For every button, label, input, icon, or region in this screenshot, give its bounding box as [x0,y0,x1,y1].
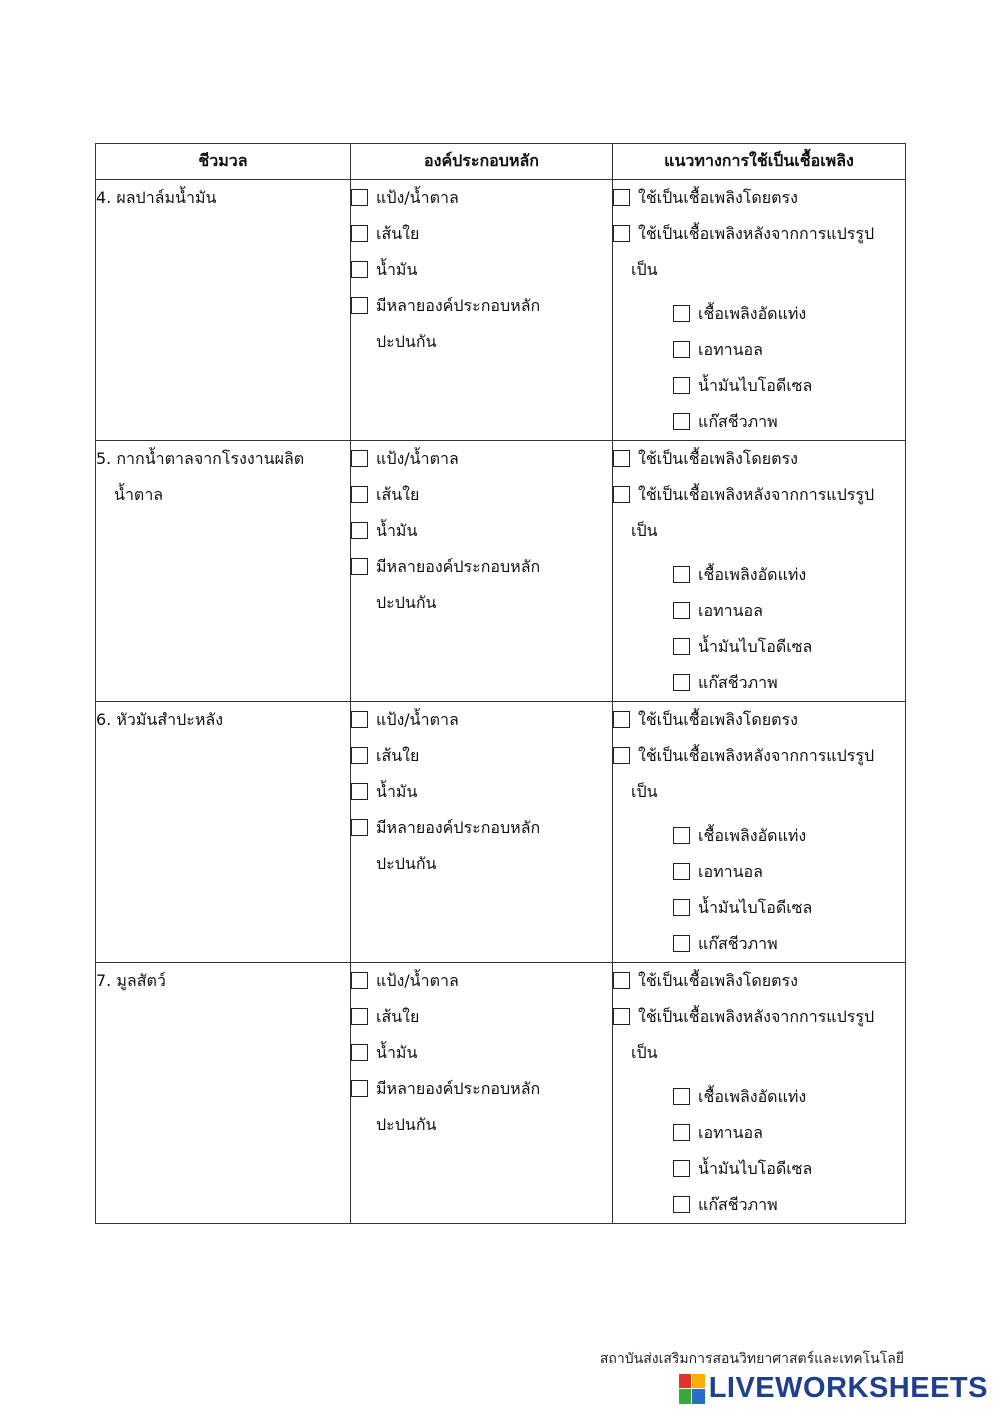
checkbox-biodiesel[interactable] [673,899,690,916]
table-row [96,702,906,963]
option-biodiesel [673,1151,905,1187]
checkbox-convert[interactable] [613,747,630,764]
option-label: น้ำมัน [376,521,418,540]
option-starch [351,180,612,216]
checkbox-biogas[interactable] [673,413,690,430]
option-label: เส้นใย [376,746,420,765]
option-label: แป้ง/น้ำตาล [376,449,459,468]
option-label-line: ปะปนกัน [376,593,437,612]
option-label-line: มีหลายองค์ประกอบหลัก [376,818,541,837]
checkbox-ethanol[interactable] [673,863,690,880]
checkbox-oil[interactable] [351,783,368,800]
checkbox-fiber[interactable] [351,486,368,503]
checkbox-convert[interactable] [613,1008,630,1025]
option-convert [613,216,905,252]
option-label [376,288,612,360]
liveworksheets-brand[interactable] [679,1372,988,1405]
option-oil [351,1035,612,1071]
option-label: เชื้อเพลิงอัดแท่ง [698,565,807,584]
option-direct [613,441,905,477]
option-biogas [673,665,905,701]
option-label: น้ำมัน [376,782,418,801]
option-label-line: ปะปนกัน [376,332,437,351]
option-convert-cont [613,774,905,810]
option-label: ใช้เป็นเชื้อเพลิงหลังจากการแปรรูป [638,746,875,765]
option-label [376,549,612,621]
checkbox-oil[interactable] [351,1044,368,1061]
checkbox-direct[interactable] [613,450,630,467]
option-label: น้ำมัน [376,260,418,279]
option-biodiesel [673,890,905,926]
checkbox-biodiesel[interactable] [673,377,690,394]
checkbox-pellet[interactable] [673,1088,690,1105]
checkbox-mixed[interactable] [351,819,368,836]
checkbox-starch[interactable] [351,711,368,728]
option-pellet [673,818,905,854]
option-label-line: มีหลายองค์ประกอบหลัก [376,1079,541,1098]
checkbox-pellet[interactable] [673,566,690,583]
option-label: น้ำมัน [376,1043,418,1062]
checkbox-pellet[interactable] [673,305,690,322]
biomass-name: 6. หัวมันสำปะหลัง [96,710,224,729]
biomass-cell [96,963,351,1224]
option-label: เส้นใย [376,485,420,504]
checkbox-biodiesel[interactable] [673,1160,690,1177]
checkbox-mixed[interactable] [351,297,368,314]
components-cell [351,441,613,702]
option-mixed [351,1071,612,1143]
option-biodiesel [673,368,905,404]
option-fiber [351,999,612,1035]
option-label-line: มีหลายองค์ประกอบหลัก [376,557,541,576]
option-label: เป็น [631,260,658,279]
option-label: แก๊สชีวภาพ [698,1195,778,1214]
liveworksheets-logo-icon [679,1374,705,1404]
fuel-use-cell [613,441,906,702]
biomass-name: 4. ผลปาล์มน้ำมัน [96,188,217,207]
table-row [96,963,906,1224]
option-biogas [673,1187,905,1223]
checkbox-convert[interactable] [613,225,630,242]
option-starch [351,963,612,999]
logo-tile [679,1374,692,1389]
checkbox-starch[interactable] [351,972,368,989]
checkbox-fiber[interactable] [351,747,368,764]
checkbox-mixed[interactable] [351,1080,368,1097]
option-biogas [673,404,905,440]
option-label-line: ปะปนกัน [376,1115,437,1134]
conversion-suboptions [613,1079,905,1223]
checkbox-biogas[interactable] [673,1196,690,1213]
option-label: ใช้เป็นเชื้อเพลิงหลังจากการแปรรูป [638,224,875,243]
option-label: เส้นใย [376,1007,420,1026]
table-header-row [96,144,906,180]
option-convert [613,999,905,1035]
option-label: น้ำมันไบโอดีเซล [698,376,813,395]
table-row [96,180,906,441]
checkbox-direct[interactable] [613,711,630,728]
option-label: เป็น [631,521,658,540]
option-oil [351,252,612,288]
option-label: แป้ง/น้ำตาล [376,188,459,207]
option-label: แก๊สชีวภาพ [698,412,778,431]
biomass-name-cont: น้ำตาล [114,485,164,504]
option-label: เอทานอล [698,862,763,881]
option-convert [613,477,905,513]
biomass-name: 5. กากน้ำตาลจากโรงงานผลิต [96,449,305,468]
checkbox-biogas[interactable] [673,935,690,952]
option-label: เส้นใย [376,224,420,243]
option-convert-cont [613,252,905,288]
option-starch [351,441,612,477]
option-pellet [673,296,905,332]
option-pellet [673,1079,905,1115]
conversion-suboptions [613,818,905,962]
option-label: เป็น [631,1043,658,1062]
option-label-line: ปะปนกัน [376,854,437,873]
option-label: ใช้เป็นเชื้อเพลิงหลังจากการแปรรูป [638,1007,875,1026]
checkbox-ethanol[interactable] [673,341,690,358]
institution-footer: สถาบันส่งเสริมการสอนวิทยาศาสตร์และเทคโนโลยี [599,1351,904,1367]
checkbox-starch[interactable] [351,189,368,206]
checkbox-ethanol[interactable] [673,602,690,619]
components-cell [351,702,613,963]
checkbox-pellet[interactable] [673,827,690,844]
checkbox-direct[interactable] [613,972,630,989]
biomass-name: 7. มูลสัตว์ [96,971,166,990]
checkbox-fiber[interactable] [351,1008,368,1025]
biomass-table [95,143,906,1224]
option-mixed [351,549,612,621]
option-convert-cont [613,1035,905,1071]
option-label: ใช้เป็นเชื้อเพลิงโดยตรง [638,710,798,729]
fuel-use-cell [613,702,906,963]
option-label: ใช้เป็นเชื้อเพลิงโดยตรง [638,449,798,468]
checkbox-direct[interactable] [613,189,630,206]
option-pellet [673,557,905,593]
option-direct [613,702,905,738]
header-biomass: ชีวมวล [96,144,351,180]
option-label-line: มีหลายองค์ประกอบหลัก [376,296,541,315]
option-label: เชื้อเพลิงอัดแท่ง [698,1087,807,1106]
conversion-suboptions [613,557,905,701]
option-label: แก๊สชีวภาพ [698,934,778,953]
option-ethanol [673,593,905,629]
option-label: เชื้อเพลิงอัดแท่ง [698,304,807,323]
option-label: น้ำมันไบโอดีเซล [698,898,813,917]
option-label: เอทานอล [698,340,763,359]
option-label: แก๊สชีวภาพ [698,673,778,692]
fuel-use-cell [613,180,906,441]
components-cell [351,180,613,441]
checkbox-ethanol[interactable] [673,1124,690,1141]
fuel-use-cell [613,963,906,1224]
option-fiber [351,738,612,774]
option-starch [351,702,612,738]
checkbox-biodiesel[interactable] [673,638,690,655]
header-components: องค์ประกอบหลัก [351,144,613,180]
option-label: เป็น [631,782,658,801]
option-direct [613,963,905,999]
biomass-cell [96,180,351,441]
option-label: เอทานอล [698,1123,763,1142]
option-convert [613,738,905,774]
checkbox-mixed[interactable] [351,558,368,575]
option-biogas [673,926,905,962]
checkbox-starch[interactable] [351,450,368,467]
logo-tile [692,1374,705,1389]
logo-tile [692,1389,705,1404]
option-oil [351,774,612,810]
table-row [96,441,906,702]
option-ethanol [673,332,905,368]
components-cell [351,963,613,1224]
option-ethanol [673,854,905,890]
option-label: ใช้เป็นเชื้อเพลิงโดยตรง [638,971,798,990]
checkbox-biogas[interactable] [673,674,690,691]
option-biodiesel [673,629,905,665]
option-ethanol [673,1115,905,1151]
option-label: ใช้เป็นเชื้อเพลิงหลังจากการแปรรูป [638,485,875,504]
option-mixed [351,288,612,360]
option-convert-cont [613,513,905,549]
option-label: น้ำมันไบโอดีเซล [698,1159,813,1178]
checkbox-fiber[interactable] [351,225,368,242]
checkbox-oil[interactable] [351,522,368,539]
option-direct [613,180,905,216]
option-label: เอทานอล [698,601,763,620]
biomass-cell [96,702,351,963]
conversion-suboptions [613,296,905,440]
header-fuel-use: แนวทางการใช้เป็นเชื้อเพลิง [613,144,906,180]
option-mixed [351,810,612,882]
checkbox-convert[interactable] [613,486,630,503]
biomass-cell [96,441,351,702]
option-label: น้ำมันไบโอดีเซล [698,637,813,656]
option-oil [351,513,612,549]
logo-tile [679,1389,692,1404]
checkbox-oil[interactable] [351,261,368,278]
option-fiber [351,216,612,252]
option-label: เชื้อเพลิงอัดแท่ง [698,826,807,845]
option-label: แป้ง/น้ำตาล [376,971,459,990]
option-label [376,810,612,882]
option-label: แป้ง/น้ำตาล [376,710,459,729]
option-label [376,1071,612,1143]
option-fiber [351,477,612,513]
brand-name: LIVEWORKSHEETS [708,1372,988,1404]
option-label: ใช้เป็นเชื้อเพลิงโดยตรง [638,188,798,207]
